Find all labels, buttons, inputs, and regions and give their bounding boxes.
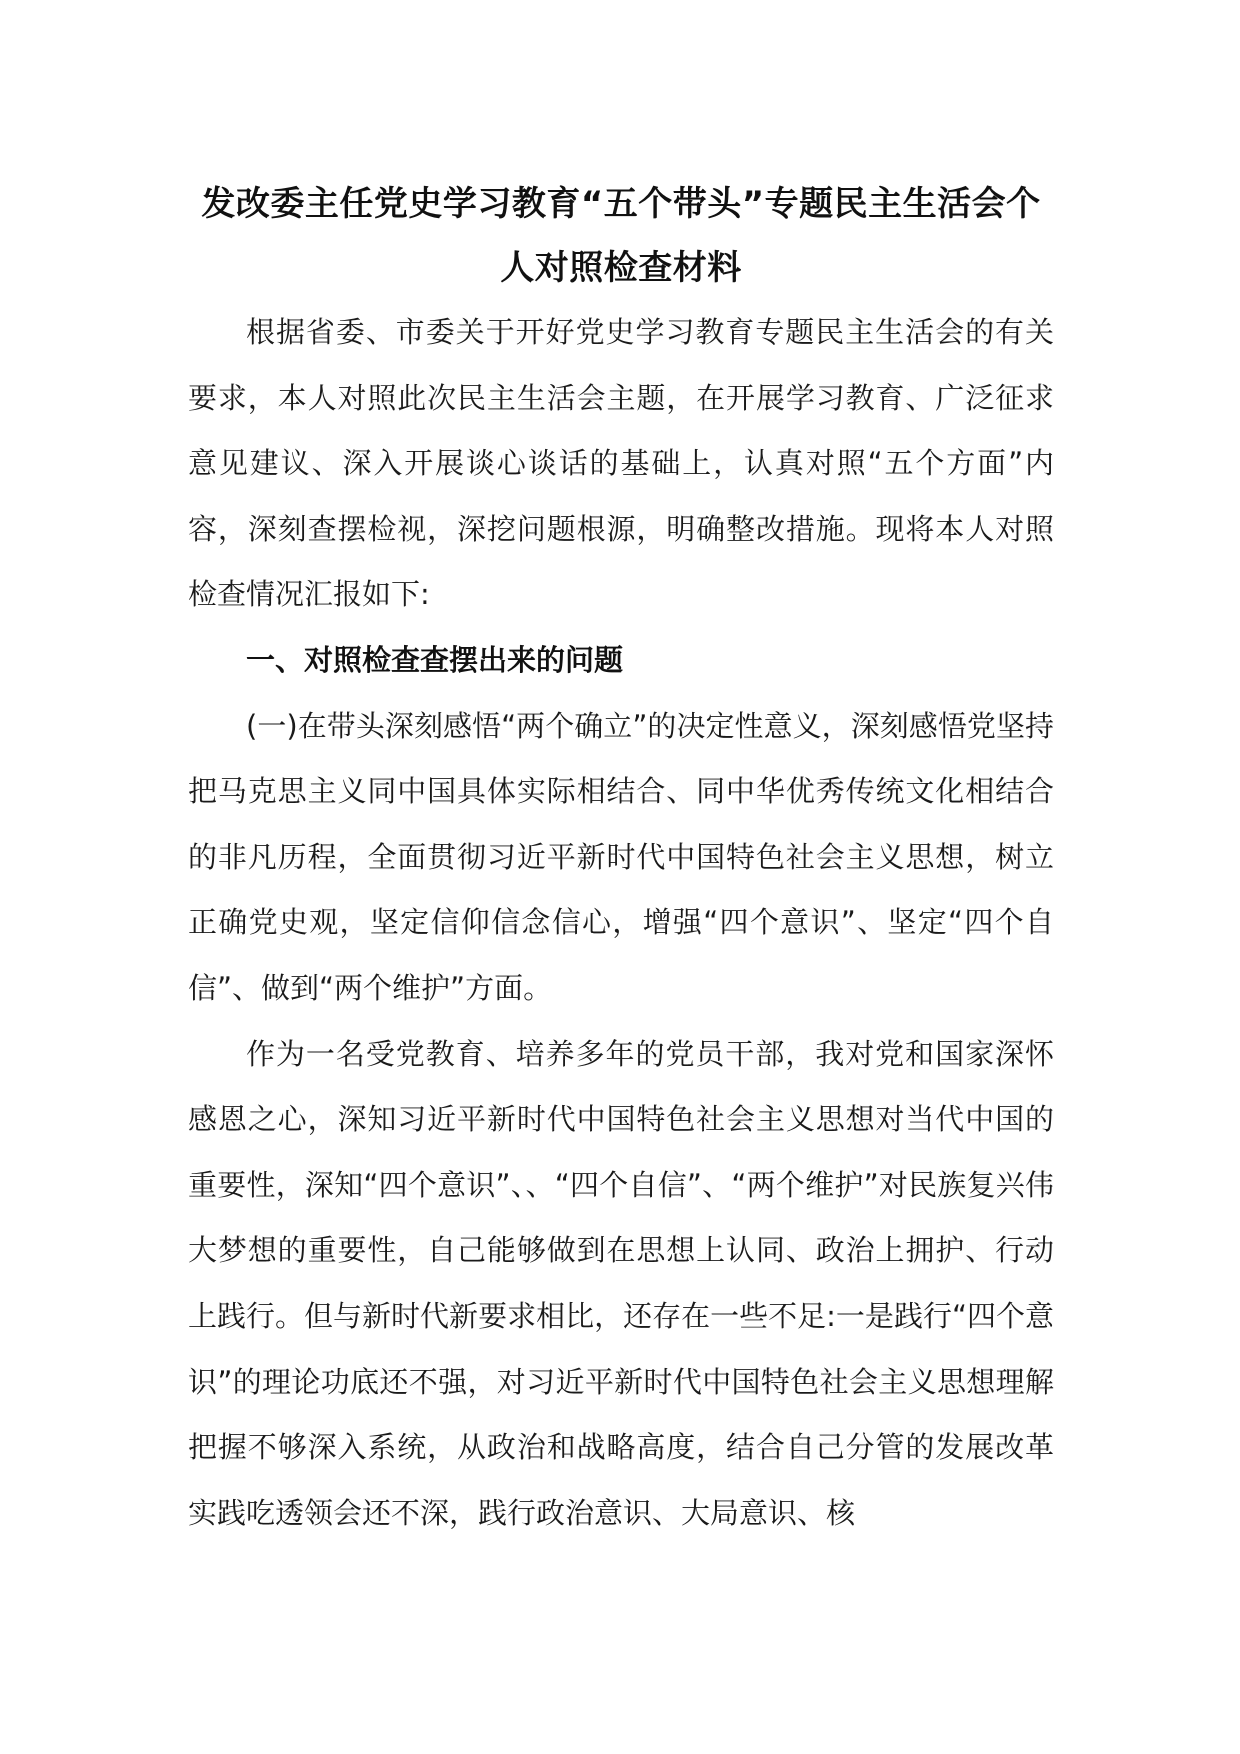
title-line-2: 人对照检查材料 [500,248,742,288]
section-heading: 一、对照检查查摆出来的问题 [246,642,624,677]
body-paragraph: 作为一名受党教育、培养多年的党员干部，我对党和国家深怀感恩之心，深知习近平新时代中国特色社会主义思想对当代中国的重要性，深知“四个意识”、、“四个自信”、“两个维护”对民族复兴伟大梦想的重要性，自己能够做到在思想上认同、政治上拥护、行动上践行。但与新时代新要求相比，还存在一些不足:一是践行“四个意识”的理论功底还不强，对习近平新时代中国特色社会主义思想理解把握不够深入系统，从政治和战略高度，结合自己分管的发展改革实践吃透领会还不深，践行政治意识、大局意识、核 [188,1036,1054,1530]
intro-paragraph: 根据省委、市委关于开好党史学习教育专题民主生活会的有关要求，本人对照此次民主生活会主题，在开展学习教育、广泛征求意见建议、深入开展谈心谈话的基础上，认真对照“五个方面”内容，深刻查摆检视，深挖问题根源，明确整改措施。现将本人对照检查情况汇报如下: [188,315,1054,612]
subsection-paragraph: (一)在带头深刻感悟“两个确立”的决定性意义，深刻感悟党坚持把马克思主义同中国具体实际相结合、同中华优秀传统文化相结合的非凡历程，全面贯彻习近平新时代中国特色社会主义思想，树立正确党史观，坚定信仰信念信心，增强“四个意识”、坚定“四个自信”、做到“两个维护”方面。 [188,708,1054,1005]
title-line-1: 发改委主任党史学习教育“五个带头”专题民主生活会个 [201,184,1041,224]
document-body [188,172,1054,1546]
document-title [188,172,1054,300]
